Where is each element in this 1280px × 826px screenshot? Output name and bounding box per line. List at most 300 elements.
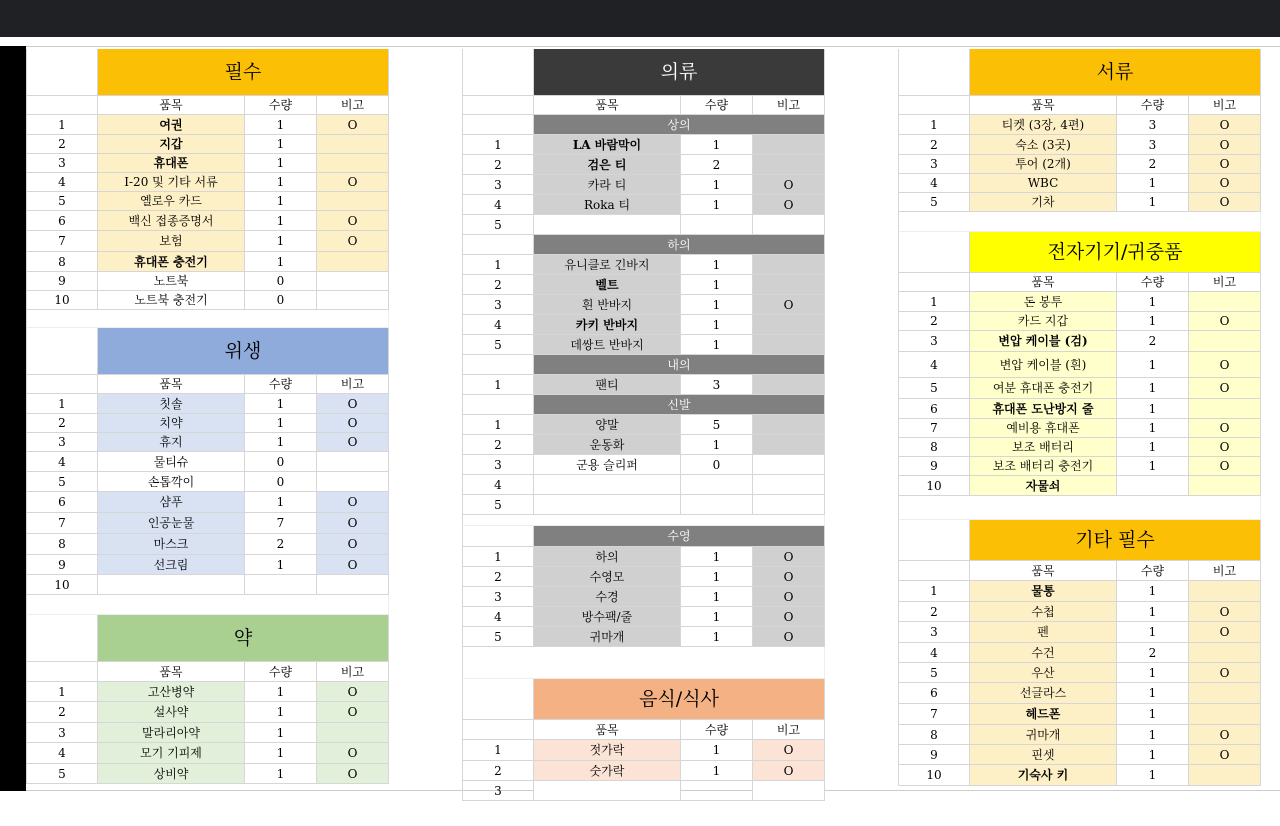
qty-cell[interactable]: 1 bbox=[245, 433, 317, 452]
row-number[interactable]: 1 bbox=[462, 740, 534, 761]
item-name-cell[interactable]: 샴푸 bbox=[98, 492, 245, 513]
note-cell[interactable] bbox=[753, 315, 825, 335]
note-cell[interactable] bbox=[753, 455, 825, 475]
qty-cell[interactable]: 2 bbox=[681, 155, 753, 175]
note-cell[interactable] bbox=[1189, 643, 1261, 663]
row-number[interactable]: 9 bbox=[26, 272, 98, 291]
row-number[interactable]: 7 bbox=[26, 513, 98, 534]
qty-cell[interactable]: 1 bbox=[681, 135, 753, 155]
item-name-cell[interactable]: 귀마개 bbox=[534, 627, 681, 647]
note-cell[interactable] bbox=[753, 335, 825, 355]
row-number[interactable]: 4 bbox=[26, 452, 98, 472]
row-number[interactable]: 5 bbox=[898, 378, 970, 399]
item-name-cell[interactable]: 휴대폰 bbox=[98, 154, 245, 173]
row-number[interactable]: 5 bbox=[462, 335, 534, 355]
qty-cell[interactable]: 1 bbox=[245, 682, 317, 702]
qty-column-header[interactable]: 수량 bbox=[1117, 273, 1189, 292]
qty-cell[interactable]: 1 bbox=[1117, 683, 1189, 704]
note-cell[interactable]: O bbox=[317, 394, 389, 414]
row-number[interactable]: 1 bbox=[462, 415, 534, 435]
note-cell[interactable]: O bbox=[1189, 174, 1261, 193]
row-number[interactable]: 1 bbox=[26, 682, 98, 702]
row-number[interactable]: 1 bbox=[26, 115, 98, 135]
note-cell[interactable]: O bbox=[317, 513, 389, 534]
item-name-cell[interactable]: 말라리아약 bbox=[98, 723, 245, 743]
header-spacer[interactable] bbox=[898, 49, 970, 96]
note-cell[interactable] bbox=[753, 415, 825, 435]
subsection-title[interactable]: 내의 bbox=[534, 355, 825, 375]
number-header[interactable] bbox=[898, 273, 970, 292]
qty-cell[interactable] bbox=[245, 575, 317, 595]
row-number[interactable]: 4 bbox=[26, 743, 98, 764]
item-name-cell[interactable]: 상비약 bbox=[98, 764, 245, 784]
note-cell[interactable]: O bbox=[317, 555, 389, 575]
row-number[interactable]: 1 bbox=[898, 115, 970, 135]
row-number[interactable]: 2 bbox=[26, 135, 98, 154]
header-spacer[interactable] bbox=[26, 615, 98, 662]
qty-cell[interactable]: 1 bbox=[1117, 352, 1189, 378]
item-name-cell[interactable]: 수건 bbox=[970, 643, 1117, 663]
number-header[interactable] bbox=[898, 96, 970, 115]
item-name-cell[interactable]: 기숙사 키 bbox=[970, 765, 1117, 786]
number-header[interactable] bbox=[462, 96, 534, 115]
qty-column-header[interactable]: 수량 bbox=[681, 720, 753, 740]
item-column-header[interactable]: 품목 bbox=[98, 96, 245, 115]
qty-cell[interactable]: 1 bbox=[245, 231, 317, 252]
note-column-header[interactable]: 비고 bbox=[317, 375, 389, 394]
section-title[interactable]: 의류 bbox=[534, 49, 825, 96]
spacer-cell[interactable] bbox=[898, 496, 1261, 520]
note-cell[interactable]: O bbox=[1189, 438, 1261, 457]
row-number[interactable]: 5 bbox=[26, 192, 98, 211]
row-number[interactable]: 2 bbox=[462, 275, 534, 295]
qty-cell[interactable]: 2 bbox=[1117, 155, 1189, 174]
note-cell[interactable]: O bbox=[1189, 725, 1261, 745]
item-name-cell[interactable]: LA 바람막이 bbox=[534, 135, 681, 155]
row-number[interactable]: 3 bbox=[26, 154, 98, 173]
item-name-cell[interactable]: 양말 bbox=[534, 415, 681, 435]
item-name-cell[interactable]: 선크림 bbox=[98, 555, 245, 575]
item-column-header[interactable]: 품목 bbox=[98, 375, 245, 394]
item-name-cell[interactable]: 우산 bbox=[970, 663, 1117, 683]
qty-cell[interactable]: 1 bbox=[1117, 292, 1189, 312]
qty-cell[interactable]: 1 bbox=[681, 547, 753, 567]
item-name-cell[interactable] bbox=[534, 495, 681, 515]
qty-cell[interactable]: 1 bbox=[1117, 193, 1189, 212]
qty-column-header[interactable]: 수량 bbox=[1117, 96, 1189, 115]
row-number[interactable]: 4 bbox=[462, 475, 534, 495]
qty-cell[interactable]: 1 bbox=[681, 335, 753, 355]
item-column-header[interactable]: 품목 bbox=[534, 96, 681, 115]
row-number[interactable]: 2 bbox=[462, 155, 534, 175]
number-header[interactable] bbox=[26, 96, 98, 115]
item-name-cell[interactable]: 데쌍트 반바지 bbox=[534, 335, 681, 355]
qty-cell[interactable]: 1 bbox=[245, 764, 317, 784]
note-cell[interactable]: O bbox=[317, 173, 389, 192]
note-cell[interactable] bbox=[753, 375, 825, 395]
note-cell[interactable] bbox=[317, 135, 389, 154]
item-name-cell[interactable]: 핀셋 bbox=[970, 745, 1117, 765]
qty-cell[interactable]: 1 bbox=[1117, 419, 1189, 438]
note-cell[interactable]: O bbox=[1189, 745, 1261, 765]
note-cell[interactable] bbox=[317, 192, 389, 211]
qty-cell[interactable]: 1 bbox=[245, 192, 317, 211]
row-number[interactable]: 5 bbox=[898, 663, 970, 683]
note-cell[interactable]: O bbox=[317, 115, 389, 135]
item-name-cell[interactable]: 수영모 bbox=[534, 567, 681, 587]
note-cell[interactable]: O bbox=[317, 534, 389, 555]
item-name-cell[interactable]: 변압 케이블 (흰) bbox=[970, 352, 1117, 378]
note-cell[interactable]: O bbox=[317, 492, 389, 513]
row-number[interactable]: 3 bbox=[462, 455, 534, 475]
row-number[interactable]: 3 bbox=[462, 295, 534, 315]
header-spacer[interactable] bbox=[462, 395, 534, 415]
item-name-cell[interactable]: 칫솔 bbox=[98, 394, 245, 414]
row-number[interactable]: 1 bbox=[898, 581, 970, 602]
item-name-cell[interactable]: 휴지 bbox=[98, 433, 245, 452]
note-column-header[interactable]: 비고 bbox=[753, 720, 825, 740]
qty-cell[interactable]: 1 bbox=[1117, 457, 1189, 476]
note-cell[interactable]: O bbox=[753, 740, 825, 761]
header-spacer[interactable] bbox=[462, 49, 534, 96]
spacer-cell[interactable] bbox=[26, 310, 389, 328]
item-name-cell[interactable]: 지갑 bbox=[98, 135, 245, 154]
section-title[interactable]: 약 bbox=[98, 615, 389, 662]
item-name-cell[interactable]: 여권 bbox=[98, 115, 245, 135]
header-spacer[interactable] bbox=[462, 115, 534, 135]
note-cell[interactable]: O bbox=[317, 743, 389, 764]
item-column-header[interactable]: 품목 bbox=[534, 720, 681, 740]
qty-cell[interactable]: 1 bbox=[245, 115, 317, 135]
note-cell[interactable]: O bbox=[1189, 155, 1261, 174]
item-name-cell[interactable]: 숫가락 bbox=[534, 761, 681, 781]
qty-column-header[interactable]: 수량 bbox=[245, 96, 317, 115]
note-cell[interactable] bbox=[317, 472, 389, 492]
item-name-cell[interactable] bbox=[534, 781, 681, 801]
header-spacer[interactable] bbox=[462, 235, 534, 255]
note-cell[interactable]: O bbox=[753, 567, 825, 587]
row-number[interactable]: 4 bbox=[898, 174, 970, 193]
item-name-cell[interactable]: 운동화 bbox=[534, 435, 681, 455]
header-spacer[interactable] bbox=[898, 232, 970, 273]
row-number[interactable]: 3 bbox=[462, 781, 534, 801]
row-number[interactable]: 1 bbox=[462, 547, 534, 567]
note-cell[interactable]: O bbox=[317, 231, 389, 252]
item-name-cell[interactable]: 카키 반바지 bbox=[534, 315, 681, 335]
row-number[interactable]: 7 bbox=[898, 704, 970, 725]
note-column-header[interactable]: 비고 bbox=[753, 96, 825, 115]
item-name-cell[interactable]: 물티슈 bbox=[98, 452, 245, 472]
note-cell[interactable] bbox=[753, 475, 825, 495]
item-name-cell[interactable]: Roka 티 bbox=[534, 195, 681, 215]
section-title[interactable]: 전자기기/귀중품 bbox=[970, 232, 1261, 273]
item-name-cell[interactable]: 티켓 (3장, 4편) bbox=[970, 115, 1117, 135]
qty-cell[interactable]: 1 bbox=[681, 255, 753, 275]
qty-cell[interactable]: 0 bbox=[681, 455, 753, 475]
qty-cell[interactable]: 0 bbox=[245, 452, 317, 472]
subsection-title[interactable]: 신발 bbox=[534, 395, 825, 415]
item-name-cell[interactable]: 선글라스 bbox=[970, 683, 1117, 704]
item-name-cell[interactable]: 보조 배터리 충전기 bbox=[970, 457, 1117, 476]
qty-cell[interactable]: 1 bbox=[245, 135, 317, 154]
spacer-cell[interactable] bbox=[462, 647, 825, 679]
qty-cell[interactable]: 2 bbox=[245, 534, 317, 555]
qty-cell[interactable]: 1 bbox=[681, 295, 753, 315]
row-number[interactable]: 6 bbox=[898, 683, 970, 704]
qty-cell[interactable]: 1 bbox=[681, 175, 753, 195]
row-number[interactable]: 10 bbox=[26, 291, 98, 310]
note-cell[interactable]: O bbox=[1189, 193, 1261, 212]
qty-cell[interactable]: 1 bbox=[245, 723, 317, 743]
row-number[interactable]: 4 bbox=[898, 643, 970, 663]
item-name-cell[interactable]: 변압 케이블 (검) bbox=[970, 331, 1117, 352]
note-cell[interactable]: O bbox=[317, 764, 389, 784]
note-cell[interactable] bbox=[317, 723, 389, 743]
item-column-header[interactable]: 품목 bbox=[970, 561, 1117, 581]
note-cell[interactable] bbox=[1189, 331, 1261, 352]
spacer-cell[interactable] bbox=[462, 515, 825, 526]
row-number[interactable]: 2 bbox=[462, 761, 534, 781]
qty-cell[interactable] bbox=[681, 495, 753, 515]
note-column-header[interactable]: 비고 bbox=[317, 96, 389, 115]
row-number[interactable]: 1 bbox=[26, 394, 98, 414]
qty-cell[interactable]: 1 bbox=[245, 394, 317, 414]
section-title[interactable]: 필수 bbox=[98, 49, 389, 96]
item-name-cell[interactable] bbox=[98, 575, 245, 595]
note-cell[interactable] bbox=[753, 435, 825, 455]
item-name-cell[interactable]: 헤드폰 bbox=[970, 704, 1117, 725]
item-name-cell[interactable]: 자물쇠 bbox=[970, 476, 1117, 496]
row-number[interactable]: 8 bbox=[26, 534, 98, 555]
item-name-cell[interactable]: 흰 반바지 bbox=[534, 295, 681, 315]
item-name-cell[interactable]: 귀마개 bbox=[970, 725, 1117, 745]
note-cell[interactable] bbox=[753, 135, 825, 155]
section-title[interactable]: 위생 bbox=[98, 328, 389, 375]
note-cell[interactable]: O bbox=[753, 607, 825, 627]
note-cell[interactable]: O bbox=[1189, 312, 1261, 331]
item-name-cell[interactable]: 물통 bbox=[970, 581, 1117, 602]
subsection-title[interactable]: 수영 bbox=[534, 526, 825, 547]
item-name-cell[interactable]: 인공눈물 bbox=[98, 513, 245, 534]
row-number[interactable]: 3 bbox=[898, 155, 970, 174]
note-cell[interactable]: O bbox=[317, 702, 389, 723]
number-header[interactable] bbox=[26, 662, 98, 682]
note-column-header[interactable]: 비고 bbox=[1189, 561, 1261, 581]
header-spacer[interactable] bbox=[462, 679, 534, 720]
qty-cell[interactable]: 1 bbox=[681, 761, 753, 781]
row-number[interactable]: 3 bbox=[462, 175, 534, 195]
qty-cell[interactable]: 3 bbox=[1117, 135, 1189, 155]
subsection-title[interactable]: 상의 bbox=[534, 115, 825, 135]
qty-cell[interactable]: 0 bbox=[245, 291, 317, 310]
number-header[interactable] bbox=[26, 375, 98, 394]
qty-column-header[interactable]: 수량 bbox=[1117, 561, 1189, 581]
item-name-cell[interactable]: 노트북 bbox=[98, 272, 245, 291]
item-column-header[interactable]: 품목 bbox=[970, 96, 1117, 115]
row-number[interactable]: 5 bbox=[26, 764, 98, 784]
qty-cell[interactable] bbox=[681, 781, 753, 801]
row-number[interactable]: 7 bbox=[898, 419, 970, 438]
row-number[interactable]: 5 bbox=[26, 472, 98, 492]
item-name-cell[interactable]: 치약 bbox=[98, 414, 245, 433]
item-name-cell[interactable]: 젓가락 bbox=[534, 740, 681, 761]
row-number[interactable]: 9 bbox=[898, 457, 970, 476]
row-number[interactable]: 10 bbox=[26, 575, 98, 595]
item-name-cell[interactable]: 보조 배터리 bbox=[970, 438, 1117, 457]
row-number[interactable]: 5 bbox=[462, 627, 534, 647]
note-cell[interactable]: O bbox=[1189, 457, 1261, 476]
row-number[interactable]: 9 bbox=[26, 555, 98, 575]
row-number[interactable]: 8 bbox=[898, 725, 970, 745]
qty-cell[interactable]: 1 bbox=[245, 252, 317, 272]
item-name-cell[interactable]: 유니클로 긴바지 bbox=[534, 255, 681, 275]
qty-cell[interactable] bbox=[1117, 476, 1189, 496]
qty-column-header[interactable]: 수량 bbox=[681, 96, 753, 115]
row-number[interactable]: 3 bbox=[26, 723, 98, 743]
note-cell[interactable] bbox=[753, 215, 825, 235]
header-spacer[interactable] bbox=[26, 49, 98, 96]
item-name-cell[interactable]: 마스크 bbox=[98, 534, 245, 555]
qty-cell[interactable]: 1 bbox=[681, 627, 753, 647]
note-cell[interactable]: O bbox=[753, 627, 825, 647]
qty-cell[interactable]: 1 bbox=[1117, 745, 1189, 765]
qty-cell[interactable]: 1 bbox=[1117, 765, 1189, 786]
note-cell[interactable]: O bbox=[317, 682, 389, 702]
row-number[interactable]: 4 bbox=[898, 352, 970, 378]
qty-cell[interactable]: 1 bbox=[681, 567, 753, 587]
note-cell[interactable] bbox=[317, 452, 389, 472]
note-cell[interactable] bbox=[1189, 765, 1261, 786]
note-cell[interactable] bbox=[1189, 292, 1261, 312]
note-cell[interactable] bbox=[1189, 476, 1261, 496]
note-cell[interactable]: O bbox=[1189, 602, 1261, 622]
row-number[interactable]: 10 bbox=[898, 765, 970, 786]
spacer-cell[interactable] bbox=[898, 212, 1261, 232]
row-number[interactable]: 2 bbox=[26, 414, 98, 433]
qty-cell[interactable]: 1 bbox=[681, 740, 753, 761]
qty-cell[interactable]: 1 bbox=[1117, 378, 1189, 399]
note-cell[interactable]: O bbox=[1189, 419, 1261, 438]
row-number[interactable]: 2 bbox=[898, 312, 970, 331]
row-number[interactable]: 5 bbox=[462, 495, 534, 515]
qty-cell[interactable]: 1 bbox=[1117, 704, 1189, 725]
qty-cell[interactable]: 1 bbox=[245, 492, 317, 513]
qty-cell[interactable]: 1 bbox=[1117, 663, 1189, 683]
item-name-cell[interactable]: 검은 티 bbox=[534, 155, 681, 175]
item-name-cell[interactable] bbox=[534, 215, 681, 235]
row-number[interactable]: 5 bbox=[462, 215, 534, 235]
row-number[interactable]: 1 bbox=[462, 255, 534, 275]
qty-cell[interactable]: 1 bbox=[1117, 725, 1189, 745]
note-cell[interactable] bbox=[1189, 581, 1261, 602]
row-number[interactable]: 1 bbox=[898, 292, 970, 312]
note-cell[interactable]: O bbox=[753, 547, 825, 567]
section-title[interactable]: 기타 필수 bbox=[970, 520, 1261, 561]
note-cell[interactable] bbox=[317, 291, 389, 310]
subsection-title[interactable]: 하의 bbox=[534, 235, 825, 255]
item-name-cell[interactable]: 백신 접종증명서 bbox=[98, 211, 245, 231]
item-column-header[interactable]: 품목 bbox=[970, 273, 1117, 292]
note-cell[interactable]: O bbox=[1189, 663, 1261, 683]
qty-cell[interactable]: 1 bbox=[681, 435, 753, 455]
item-name-cell[interactable]: 하의 bbox=[534, 547, 681, 567]
note-cell[interactable] bbox=[1189, 399, 1261, 419]
row-number[interactable]: 2 bbox=[462, 435, 534, 455]
qty-cell[interactable]: 2 bbox=[1117, 331, 1189, 352]
row-number[interactable]: 6 bbox=[26, 492, 98, 513]
item-name-cell[interactable] bbox=[534, 475, 681, 495]
row-number[interactable]: 4 bbox=[462, 607, 534, 627]
note-cell[interactable] bbox=[753, 155, 825, 175]
item-name-cell[interactable]: 설사약 bbox=[98, 702, 245, 723]
note-cell[interactable] bbox=[317, 272, 389, 291]
item-name-cell[interactable]: 고산병약 bbox=[98, 682, 245, 702]
qty-cell[interactable]: 0 bbox=[245, 472, 317, 492]
row-number[interactable]: 7 bbox=[26, 231, 98, 252]
item-name-cell[interactable]: WBC bbox=[970, 174, 1117, 193]
qty-column-header[interactable]: 수량 bbox=[245, 375, 317, 394]
note-cell[interactable] bbox=[753, 495, 825, 515]
note-cell[interactable]: O bbox=[1189, 135, 1261, 155]
row-number[interactable]: 4 bbox=[462, 195, 534, 215]
qty-cell[interactable]: 5 bbox=[681, 415, 753, 435]
item-name-cell[interactable]: 숙소 (3곳) bbox=[970, 135, 1117, 155]
section-title[interactable]: 음식/식사 bbox=[534, 679, 825, 720]
item-name-cell[interactable]: 여분 휴대폰 충전기 bbox=[970, 378, 1117, 399]
item-name-cell[interactable]: 팬티 bbox=[534, 375, 681, 395]
item-name-cell[interactable]: 휴대폰 충전기 bbox=[98, 252, 245, 272]
note-column-header[interactable]: 비고 bbox=[317, 662, 389, 682]
qty-cell[interactable] bbox=[681, 215, 753, 235]
row-number[interactable]: 6 bbox=[26, 211, 98, 231]
note-cell[interactable]: O bbox=[753, 761, 825, 781]
qty-cell[interactable]: 3 bbox=[681, 375, 753, 395]
item-name-cell[interactable]: 수경 bbox=[534, 587, 681, 607]
qty-cell[interactable]: 1 bbox=[1117, 312, 1189, 331]
row-number[interactable]: 2 bbox=[26, 702, 98, 723]
note-cell[interactable] bbox=[753, 781, 825, 801]
qty-cell[interactable]: 1 bbox=[245, 414, 317, 433]
qty-cell[interactable]: 1 bbox=[1117, 438, 1189, 457]
item-name-cell[interactable]: 카라 티 bbox=[534, 175, 681, 195]
header-spacer[interactable] bbox=[462, 355, 534, 375]
qty-cell[interactable]: 1 bbox=[245, 555, 317, 575]
item-name-cell[interactable]: 수첩 bbox=[970, 602, 1117, 622]
qty-cell[interactable]: 1 bbox=[245, 154, 317, 173]
note-cell[interactable]: O bbox=[753, 587, 825, 607]
item-name-cell[interactable]: 벨트 bbox=[534, 275, 681, 295]
note-cell[interactable]: O bbox=[1189, 378, 1261, 399]
note-cell[interactable] bbox=[317, 252, 389, 272]
item-name-cell[interactable]: 돈 봉투 bbox=[970, 292, 1117, 312]
row-number[interactable]: 9 bbox=[898, 745, 970, 765]
row-number[interactable]: 1 bbox=[462, 135, 534, 155]
item-name-cell[interactable]: 군용 슬리퍼 bbox=[534, 455, 681, 475]
qty-cell[interactable]: 1 bbox=[245, 211, 317, 231]
item-name-cell[interactable]: 카드 지갑 bbox=[970, 312, 1117, 331]
qty-cell[interactable]: 1 bbox=[245, 743, 317, 764]
row-number[interactable]: 8 bbox=[26, 252, 98, 272]
note-cell[interactable] bbox=[317, 575, 389, 595]
qty-cell[interactable]: 7 bbox=[245, 513, 317, 534]
qty-cell[interactable]: 1 bbox=[245, 702, 317, 723]
note-cell[interactable]: O bbox=[317, 414, 389, 433]
header-spacer[interactable] bbox=[26, 328, 98, 375]
number-header[interactable] bbox=[898, 561, 970, 581]
item-column-header[interactable]: 품목 bbox=[98, 662, 245, 682]
qty-cell[interactable]: 1 bbox=[1117, 602, 1189, 622]
qty-column-header[interactable]: 수량 bbox=[245, 662, 317, 682]
